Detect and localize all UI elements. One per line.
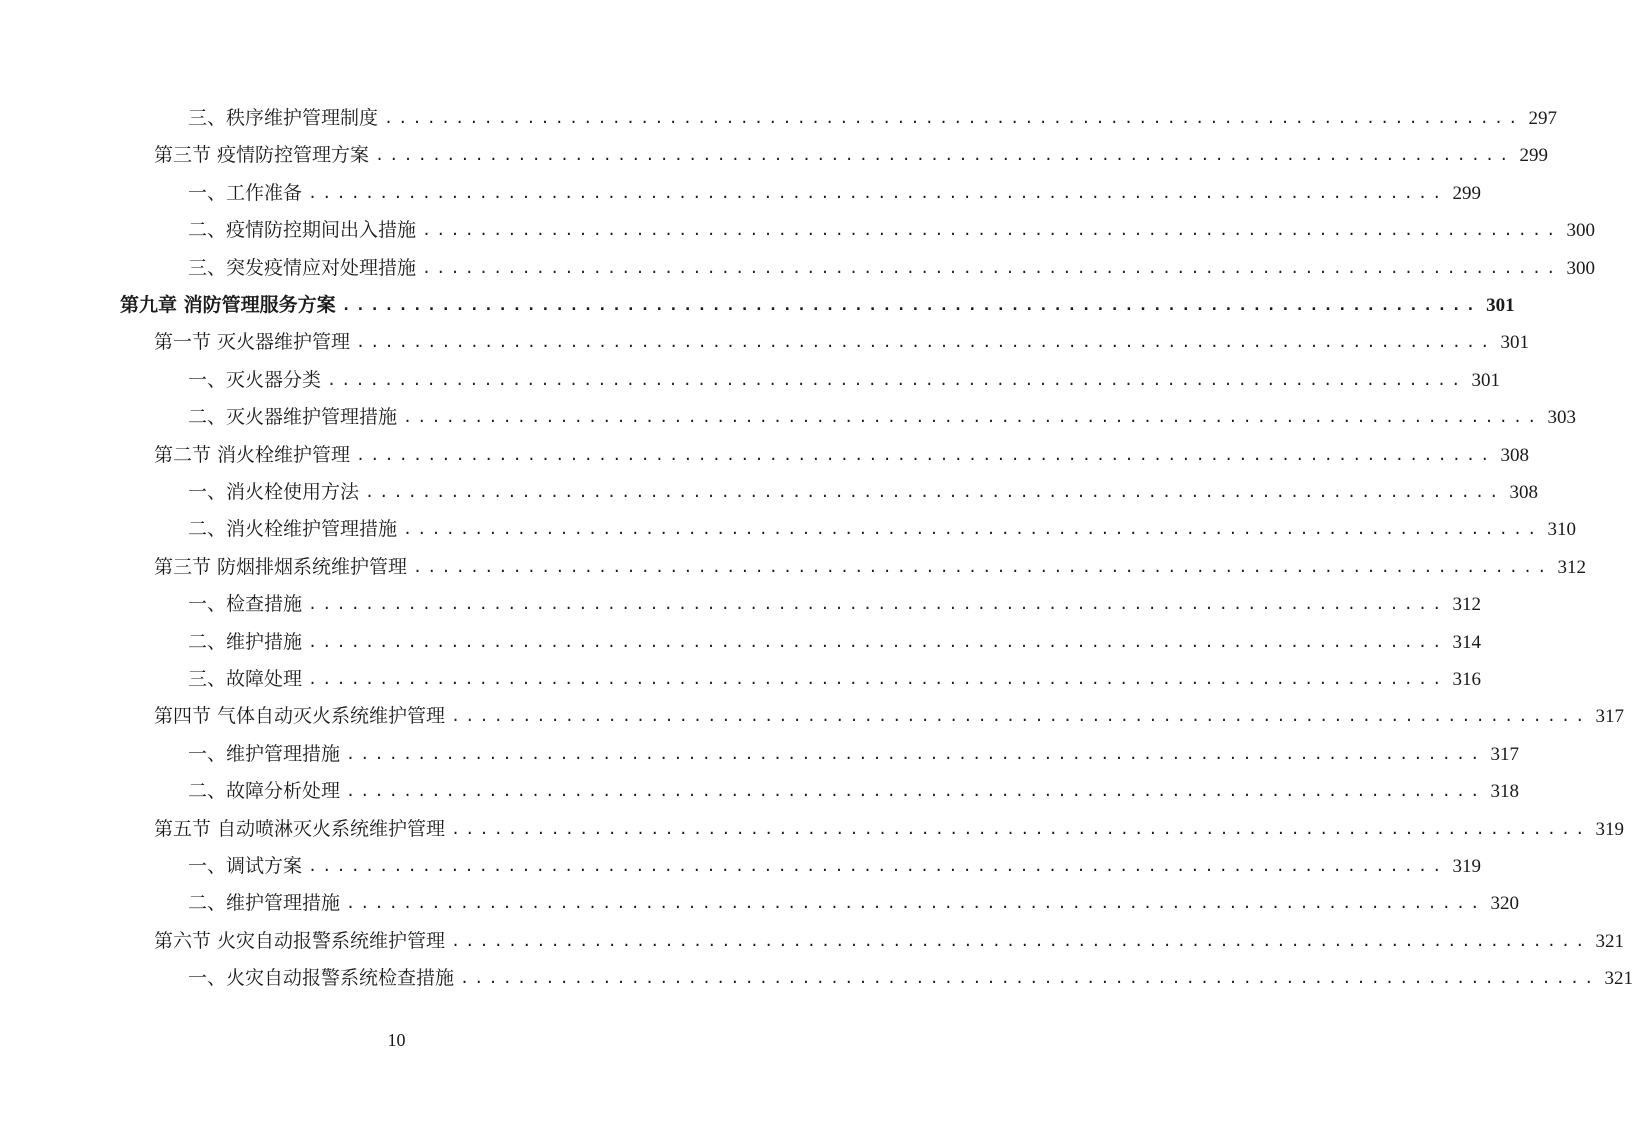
toc-leader-dots: ................................................................................ bbox=[384, 109, 1523, 127]
page-number-footer: 10 bbox=[387, 1030, 406, 1050]
toc-page-number: 312 bbox=[1452, 594, 1481, 616]
toc-leader-dots: ................................................................................ bbox=[327, 370, 1466, 389]
toc-leader-dots: ................................................................................ bbox=[451, 819, 1590, 838]
toc-page-number: 319 bbox=[1452, 856, 1481, 877]
toc-leader-dots: ................................................................................ bbox=[375, 146, 1514, 165]
toc-entry-label: 三、故障处理 bbox=[188, 668, 303, 690]
toc-entry bbox=[188, 586, 1481, 623]
toc-entry bbox=[188, 624, 1481, 661]
toc-entry-label: 第二节 消火栓维护管理 bbox=[154, 443, 351, 466]
toc-leader-dots: ................................................................................ bbox=[365, 483, 1504, 501]
toc-leader-dots: ................................................................................ bbox=[356, 333, 1495, 352]
toc-page-number: 321 bbox=[1595, 930, 1625, 952]
toc-entry-label: 第三节 防烟排烟系统维护管理 bbox=[154, 555, 408, 578]
toc-leader-dots: ................................................................................ bbox=[341, 296, 1481, 314]
toc-entry bbox=[188, 250, 1595, 287]
toc-entry bbox=[154, 923, 1625, 960]
toc-page-number: 299 bbox=[1519, 145, 1549, 167]
toc-leader-dots: ................................................................................ bbox=[413, 557, 1552, 576]
toc-entry-label: 二、消火栓维护管理措施 bbox=[188, 518, 398, 541]
toc-entry bbox=[188, 960, 1633, 997]
toc-page-number: 308 bbox=[1500, 444, 1530, 466]
toc-entry-label: 第六节 火灾自动报警系统维护管理 bbox=[154, 929, 446, 952]
toc-page-number: 314 bbox=[1452, 631, 1481, 653]
toc-page-number: 319 bbox=[1595, 818, 1625, 840]
toc-entry-label: 第四节 气体自动灭火系统维护管理 bbox=[154, 705, 446, 728]
toc-entry-label: 一、检查措施 bbox=[188, 593, 303, 616]
toc-leader-dots: ................................................................................ bbox=[308, 857, 1447, 875]
toc-entry bbox=[154, 137, 1549, 174]
toc-page-number: 308 bbox=[1509, 482, 1538, 503]
toc-page-number: 303 bbox=[1547, 407, 1576, 429]
toc-entry bbox=[188, 661, 1481, 698]
toc-entry bbox=[188, 100, 1557, 137]
toc-entry-label: 二、故障分析处理 bbox=[188, 780, 341, 803]
toc-entry bbox=[188, 474, 1538, 511]
toc-leader-dots: ................................................................................ bbox=[422, 221, 1561, 240]
toc-leader-dots: ................................................................................ bbox=[451, 931, 1590, 950]
toc-entry-label: 二、维护措施 bbox=[188, 630, 303, 653]
toc-leader-dots: ................................................................................ bbox=[308, 632, 1447, 651]
toc-leader-dots: ................................................................................ bbox=[346, 782, 1485, 801]
toc-entry-label: 一、灭火器分类 bbox=[188, 368, 322, 391]
toc-leader-dots: ................................................................................ bbox=[308, 183, 1447, 202]
toc-entry bbox=[154, 324, 1530, 361]
toc-entry-label: 三、突发疫情应对处理措施 bbox=[188, 256, 417, 279]
toc-page-number: 316 bbox=[1452, 669, 1481, 690]
toc-entry-label: 二、灭火器维护管理措施 bbox=[188, 406, 398, 429]
toc-leader-dots: ................................................................................ bbox=[460, 969, 1599, 988]
toc-entry bbox=[188, 773, 1519, 810]
toc-entry-label: 一、调试方案 bbox=[188, 855, 303, 877]
toc-entry-label: 二、维护管理措施 bbox=[188, 892, 341, 915]
toc-leader-dots: ................................................................................ bbox=[403, 520, 1542, 539]
toc-page-number: 300 bbox=[1566, 220, 1595, 242]
toc-entry bbox=[188, 175, 1481, 212]
toc-entry bbox=[154, 698, 1625, 735]
toc-entry bbox=[120, 287, 1515, 324]
toc-page-number: 317 bbox=[1595, 706, 1625, 728]
toc-entry bbox=[188, 848, 1481, 885]
toc-page-number: 301 bbox=[1500, 332, 1530, 354]
toc-leader-dots: ................................................................................ bbox=[422, 258, 1561, 277]
toc-entry-label: 一、火灾自动报警系统检查措施 bbox=[188, 967, 455, 990]
toc-entry bbox=[188, 399, 1576, 436]
toc-page-number: 299 bbox=[1452, 182, 1481, 204]
toc-leader-dots: ................................................................................ bbox=[451, 707, 1590, 726]
toc-page-number: 318 bbox=[1490, 781, 1519, 803]
toc-entry bbox=[154, 437, 1530, 474]
toc-entry bbox=[188, 511, 1576, 548]
toc-entry bbox=[188, 885, 1519, 922]
toc-entry-label: 一、消火栓使用方法 bbox=[188, 481, 360, 503]
toc-entry bbox=[188, 212, 1595, 249]
toc-page-number: 301 bbox=[1471, 369, 1500, 391]
toc-page-number: 321 bbox=[1604, 968, 1633, 990]
toc-entry-label: 第九章 消防管理服务方案 bbox=[120, 294, 336, 316]
toc-entry-label: 第一节 灭火器维护管理 bbox=[154, 331, 351, 354]
toc-leader-dots: ................................................................................ bbox=[308, 595, 1447, 614]
toc-page-number: 320 bbox=[1490, 893, 1519, 915]
toc-entry-label: 第三节 疫情防控管理方案 bbox=[154, 144, 370, 167]
toc-entry-label: 第五节 自动喷淋灭火系统维护管理 bbox=[154, 817, 446, 840]
toc-entry-label: 三、秩序维护管理制度 bbox=[188, 107, 379, 129]
toc-leader-dots: ................................................................................ bbox=[308, 670, 1447, 688]
toc-page-number: 297 bbox=[1528, 108, 1557, 129]
toc-page-number: 317 bbox=[1490, 743, 1519, 765]
toc-page-number: 310 bbox=[1547, 519, 1576, 541]
toc-leader-dots: ................................................................................ bbox=[346, 894, 1485, 913]
toc-page-number: 312 bbox=[1557, 556, 1587, 578]
toc-entry-label: 一、维护管理措施 bbox=[188, 742, 341, 765]
toc-page-number: 300 bbox=[1566, 257, 1595, 279]
toc-entry bbox=[188, 736, 1519, 773]
toc-entry bbox=[154, 549, 1587, 586]
toc-entry-label: 二、疫情防控期间出入措施 bbox=[188, 219, 417, 242]
toc-entry-label: 一、工作准备 bbox=[188, 181, 303, 204]
toc-leader-dots: ................................................................................ bbox=[346, 744, 1485, 763]
toc-leader-dots: ................................................................................ bbox=[403, 408, 1542, 427]
toc-page-number: 301 bbox=[1486, 295, 1515, 316]
toc-leader-dots: ................................................................................ bbox=[356, 445, 1495, 464]
toc-entry bbox=[188, 362, 1500, 399]
toc-entry bbox=[154, 811, 1625, 848]
